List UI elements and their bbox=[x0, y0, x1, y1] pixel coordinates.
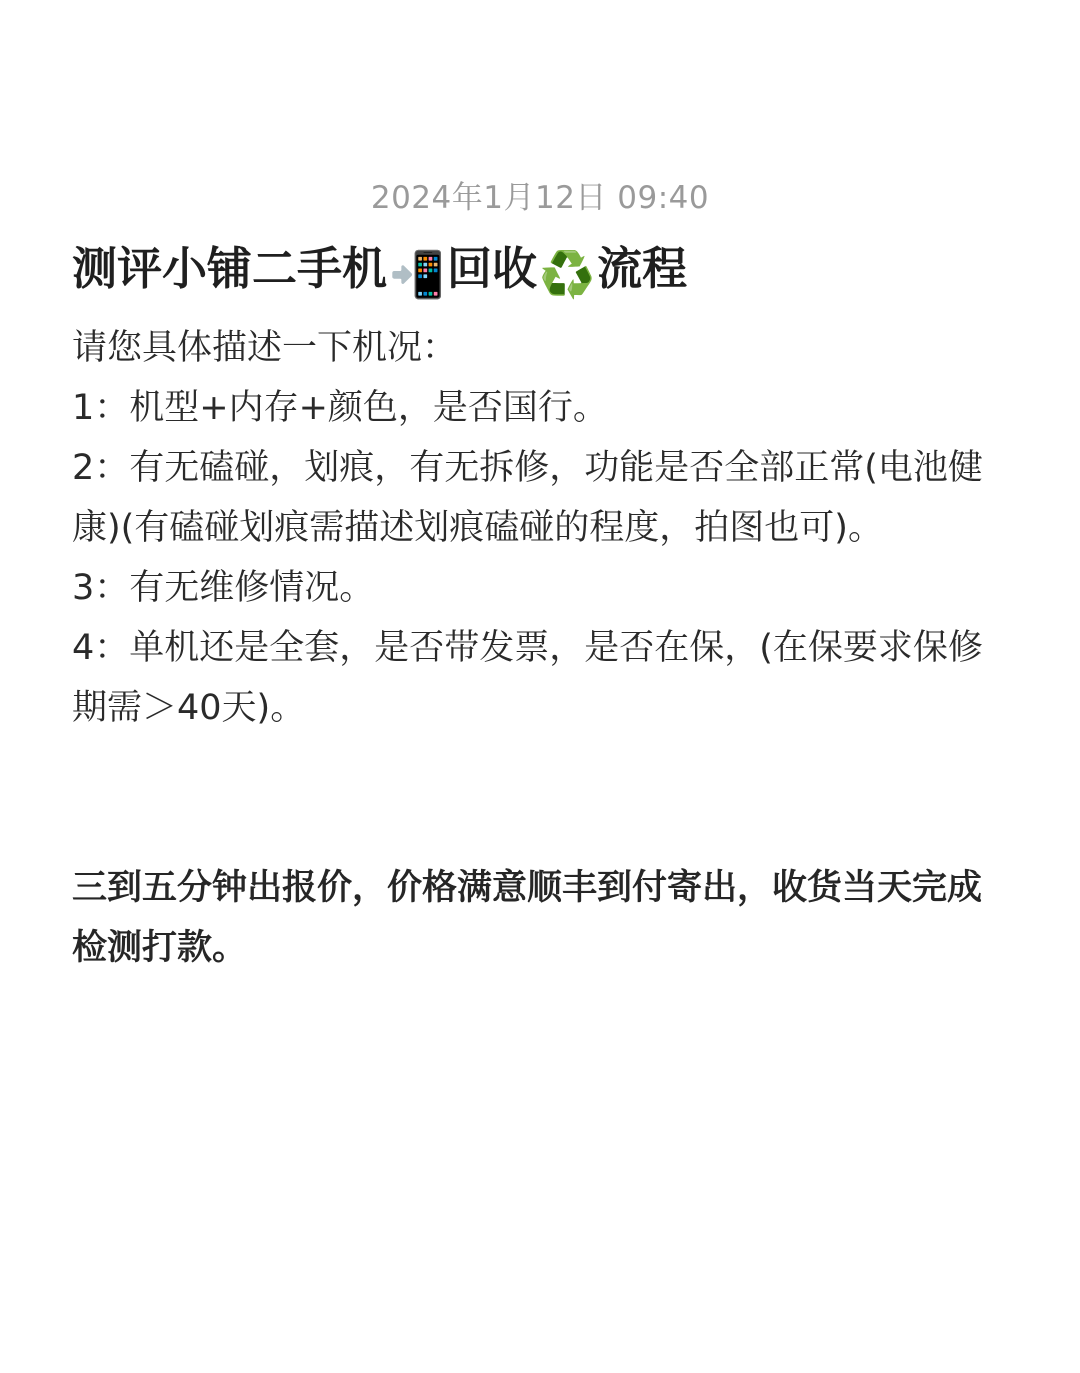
body-line-1: 1：机型+内存+颜色，是否国行。 bbox=[72, 388, 608, 428]
body-line-intro: 请您具体描述一下机况： bbox=[72, 328, 458, 368]
note-body bbox=[72, 318, 1002, 738]
note-timestamp: 2024年1月12日 09:40 bbox=[370, 180, 710, 216]
title-text-2: 回收 bbox=[447, 242, 538, 295]
body-line-2: 2：有无磕碰，划痕，有无拆修，功能是否全部正常(电池健康)(有磕碰划痕需描述划痕磕碰的程度，拍图也可)。 bbox=[72, 448, 983, 548]
title-text-1: 测评小铺二手机 bbox=[72, 242, 388, 295]
recycle-icon: ♻️ bbox=[539, 248, 596, 301]
closing-text: 三到五分钟出报价，价格满意顺丰到付寄出，收货当天完成检测打款。 bbox=[72, 868, 983, 968]
body-line-3: 3：有无维修情况。 bbox=[72, 568, 375, 608]
body-line-4: 4：单机还是全套，是否带发票，是否在保，(在保要求保修期需＞40天)。 bbox=[72, 628, 983, 728]
title-text-3: 流程 bbox=[597, 242, 688, 295]
phone-arrow-icon: 📲 bbox=[389, 248, 446, 301]
note-title bbox=[72, 238, 687, 306]
